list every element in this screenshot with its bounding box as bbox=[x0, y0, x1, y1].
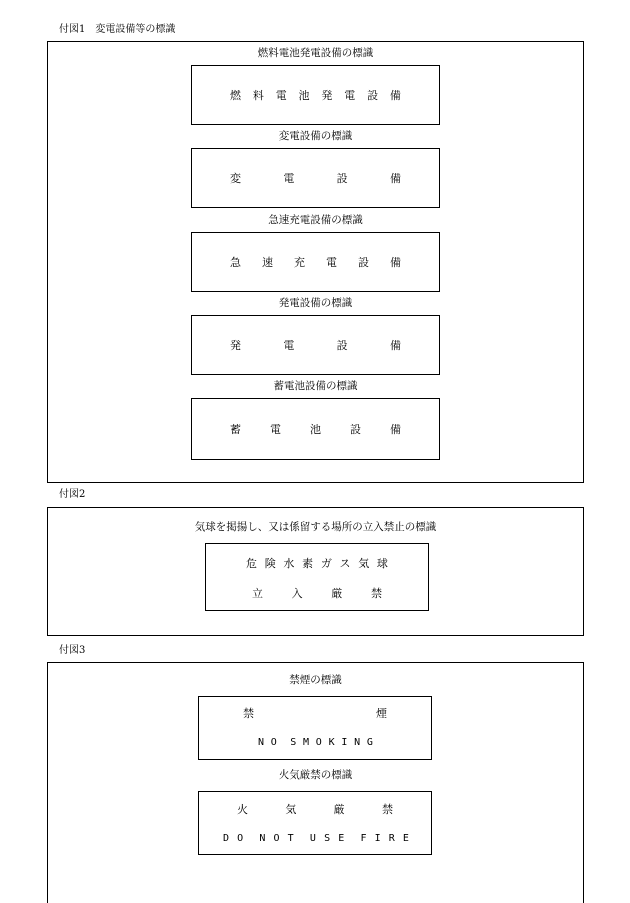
sign-char: 燃 bbox=[230, 89, 241, 102]
sign-text-line-2 bbox=[252, 587, 382, 600]
sign-text-line-1 bbox=[246, 557, 388, 570]
sign-char: 気 bbox=[285, 803, 297, 816]
sign-text-line-2 bbox=[258, 736, 373, 749]
sign-char: 速 bbox=[262, 256, 273, 269]
sign-substation bbox=[191, 148, 440, 208]
caption-text: 蓄電池設備の標識 bbox=[273, 380, 358, 392]
sign-text-line-2 bbox=[223, 832, 409, 845]
sign-char: 備 bbox=[389, 172, 401, 185]
sign-char: 設 bbox=[358, 256, 369, 269]
sign-char: 入 bbox=[291, 587, 303, 600]
sign-text bbox=[230, 256, 401, 269]
sign-char: 禁 bbox=[243, 707, 254, 720]
sign-char: ガ bbox=[320, 557, 332, 570]
sign-char: 危 bbox=[246, 557, 257, 570]
sign-caption bbox=[48, 214, 583, 226]
sign-char: 電 bbox=[283, 339, 295, 352]
sign-letter: N bbox=[354, 737, 361, 748]
sign-letter: F bbox=[360, 833, 367, 844]
caption-text: 変電設備の標識 bbox=[278, 130, 353, 142]
sign-text-line-1 bbox=[237, 803, 393, 816]
sign-letter: U bbox=[309, 833, 316, 844]
sign-char: 水 bbox=[283, 557, 295, 570]
sign-char: 素 bbox=[302, 557, 314, 570]
sign-char: 発 bbox=[321, 89, 333, 102]
sign-letter: N bbox=[259, 833, 266, 844]
sign-storage-battery bbox=[191, 398, 440, 460]
figure-1-frame bbox=[47, 41, 584, 483]
sign-char: 蓄 bbox=[230, 423, 241, 436]
figure-2-label: 付図2 bbox=[59, 489, 86, 500]
sign-char: 厳 bbox=[333, 803, 345, 816]
sign-char: 電 bbox=[326, 256, 337, 269]
caption-text: 火気厳禁の標識 bbox=[278, 769, 353, 781]
sign-text bbox=[230, 172, 401, 185]
figure-3-frame bbox=[47, 662, 584, 903]
sign-letter: O bbox=[270, 737, 277, 748]
sign-char: 厳 bbox=[331, 587, 343, 600]
sign-char: 充 bbox=[294, 256, 305, 269]
caption-text: 禁煙の標識 bbox=[289, 674, 342, 686]
sign-char: 禁 bbox=[381, 803, 393, 816]
caption-text: 燃料電池発電設備の標識 bbox=[257, 47, 374, 59]
sign-char: 禁 bbox=[370, 587, 382, 600]
sign-char: 球 bbox=[376, 557, 388, 570]
sign-char: 池 bbox=[298, 89, 310, 102]
sign-letter: G bbox=[366, 737, 373, 748]
sign-quick-charger bbox=[191, 232, 440, 292]
sign-char: 備 bbox=[389, 339, 401, 352]
figure-1-label: 付図1 変電設備等の標識 bbox=[59, 24, 176, 35]
sign-char: 料 bbox=[252, 89, 264, 102]
sign-letter: T bbox=[287, 833, 294, 844]
sign-char: 設 bbox=[336, 172, 348, 185]
sign-letter: R bbox=[388, 833, 395, 844]
sign-no-fire bbox=[198, 791, 432, 855]
sign-caption bbox=[48, 130, 583, 142]
sign-text bbox=[230, 89, 401, 102]
sign-letter: I bbox=[374, 833, 381, 844]
sign-char: 発 bbox=[230, 339, 241, 352]
sign-char: 火 bbox=[237, 803, 248, 816]
figure-3-label: 付図3 bbox=[59, 645, 86, 656]
sign-text bbox=[230, 339, 401, 352]
caption-text: 急速充電設備の標識 bbox=[268, 214, 363, 226]
sign-caption bbox=[48, 380, 583, 392]
caption-text: 気球を掲揚し、又は係留する場所の立入禁止の標識 bbox=[194, 521, 437, 533]
sign-char: 立 bbox=[252, 587, 263, 600]
sign-caption bbox=[48, 674, 583, 686]
sign-caption bbox=[48, 47, 583, 59]
sign-letter: O bbox=[237, 833, 244, 844]
sign-no-smoking bbox=[198, 696, 432, 760]
sign-letter: D bbox=[223, 833, 230, 844]
sign-balloon-no-entry bbox=[205, 543, 429, 611]
sign-letter: M bbox=[303, 737, 310, 748]
sign-letter: E bbox=[402, 833, 409, 844]
sign-caption bbox=[48, 297, 583, 309]
sign-char: 備 bbox=[390, 256, 401, 269]
sign-char: 電 bbox=[283, 172, 295, 185]
sign-letter: N bbox=[258, 737, 265, 748]
sign-letter: I bbox=[341, 737, 348, 748]
sign-char: 変 bbox=[230, 172, 241, 185]
sign-text-line-1 bbox=[243, 707, 387, 720]
sign-letter: S bbox=[324, 833, 331, 844]
sign-char: 備 bbox=[389, 89, 401, 102]
sign-char: 煙 bbox=[376, 707, 387, 720]
sign-text bbox=[230, 423, 401, 436]
sign-caption bbox=[48, 769, 583, 781]
sign-fuel-cell bbox=[191, 65, 440, 125]
sign-char: 電 bbox=[270, 423, 281, 436]
sign-char: 設 bbox=[367, 89, 379, 102]
sign-char: 備 bbox=[390, 423, 401, 436]
sign-char: 設 bbox=[336, 339, 348, 352]
sign-char: 急 bbox=[230, 256, 241, 269]
sign-char: 電 bbox=[275, 89, 287, 102]
sign-letter: O bbox=[273, 833, 280, 844]
sign-letter: K bbox=[328, 737, 335, 748]
caption-text: 発電設備の標識 bbox=[278, 297, 353, 309]
sign-letter: E bbox=[338, 833, 345, 844]
sign-letter: O bbox=[315, 737, 322, 748]
sign-char: 池 bbox=[310, 423, 321, 436]
sign-letter: S bbox=[290, 737, 297, 748]
sign-caption bbox=[48, 521, 583, 533]
sign-generator bbox=[191, 315, 440, 375]
figure-2-frame bbox=[47, 507, 584, 636]
sign-char: 設 bbox=[350, 423, 361, 436]
sign-char: 電 bbox=[344, 89, 356, 102]
sign-char: ス bbox=[339, 557, 351, 570]
sign-char: 気 bbox=[358, 557, 370, 570]
sign-char: 険 bbox=[264, 557, 276, 570]
